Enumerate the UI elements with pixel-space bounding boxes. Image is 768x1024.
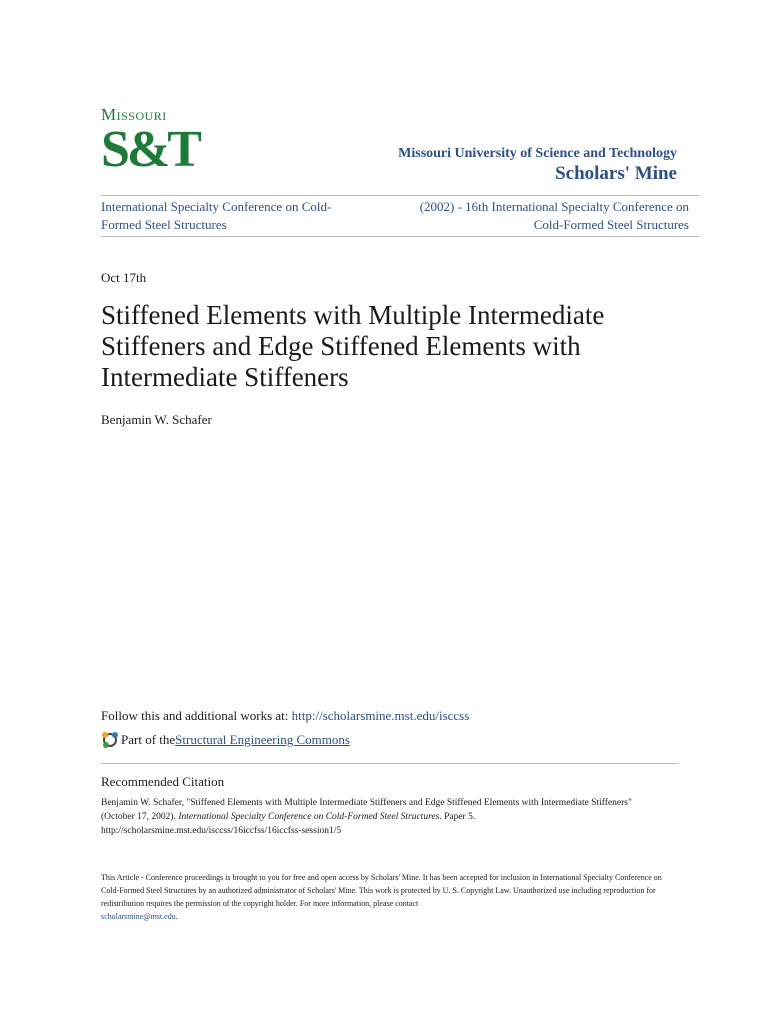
citation-text bbox=[101, 796, 661, 838]
paper-date: Oct 17th bbox=[101, 270, 147, 285]
notice-text: This Article - Conference proceedings is brought to you for free and open access by Scholars' Mine. It has been accepted for inclusion in International Specialty Conference on Cold-Formed Steel Structures by an authorized administrator of Scholars' Mine. This work is protected by U. S. Copyright Law. Unauthorized use including reproduction for redistribution requires the permission of the copyright holder. For more information, please contact bbox=[101, 873, 662, 908]
structural-engineering-commons-link[interactable]: Structural Engineering Commons bbox=[175, 732, 350, 747]
follow-url-link[interactable]: http://scholarsmine.mst.edu/isccss bbox=[291, 708, 470, 723]
citation-url[interactable]: http://scholarsmine.mst.edu/isccss/16iccfss/16iccfss-session1/5 bbox=[101, 826, 342, 836]
logo-st-text: S&T bbox=[101, 121, 199, 178]
notice-end: . bbox=[175, 912, 178, 921]
citation-rule bbox=[101, 763, 678, 764]
collection-link-right[interactable]: (2002) - 16th International Specialty Conference on Cold-Formed Steel Structures bbox=[419, 199, 689, 232]
logo-missouri-text: Missouri bbox=[101, 105, 167, 124]
part-of-label: Part of the bbox=[121, 732, 176, 747]
missouri-st-logo[interactable] bbox=[101, 105, 199, 178]
header-rule-bottom bbox=[101, 236, 700, 237]
recommended-citation-heading: Recommended Citation bbox=[101, 774, 225, 789]
follow-line bbox=[101, 708, 469, 724]
citation-journal: International Specialty Conference on Cold-Formed Steel Structures bbox=[178, 812, 440, 822]
contact-email-link[interactable]: scholarsmine@mst.edu bbox=[101, 912, 176, 921]
repository-name[interactable]: Scholars' Mine bbox=[555, 163, 677, 184]
repository-header bbox=[398, 145, 677, 185]
collection-link-left[interactable]: International Specialty Conference on Cold-Formed Steel Structures bbox=[101, 199, 332, 232]
part-of-line bbox=[101, 731, 350, 749]
paper-author: Benjamin W. Schafer bbox=[101, 412, 212, 427]
paper-title: Stiffened Elements with Multiple Intermediate Stiffeners and Edge Stiffened Elements with Intermediate Stiffeners bbox=[101, 300, 605, 392]
follow-label: Follow this and additional works at: bbox=[101, 708, 292, 723]
commons-network-icon bbox=[101, 731, 119, 749]
header-rule-top bbox=[101, 195, 700, 196]
access-notice bbox=[101, 871, 676, 923]
citation-text-main: Benjamin W. Schafer, "Stiffened Elements with Multiple Intermediate Stiffeners and Edge Stiffened Elements with Intermediate Stiffeners" (October 17, 2002). bbox=[101, 798, 632, 822]
university-name[interactable]: Missouri University of Science and Technology bbox=[398, 146, 677, 161]
citation-text-paper: . Paper 5. bbox=[439, 812, 476, 822]
